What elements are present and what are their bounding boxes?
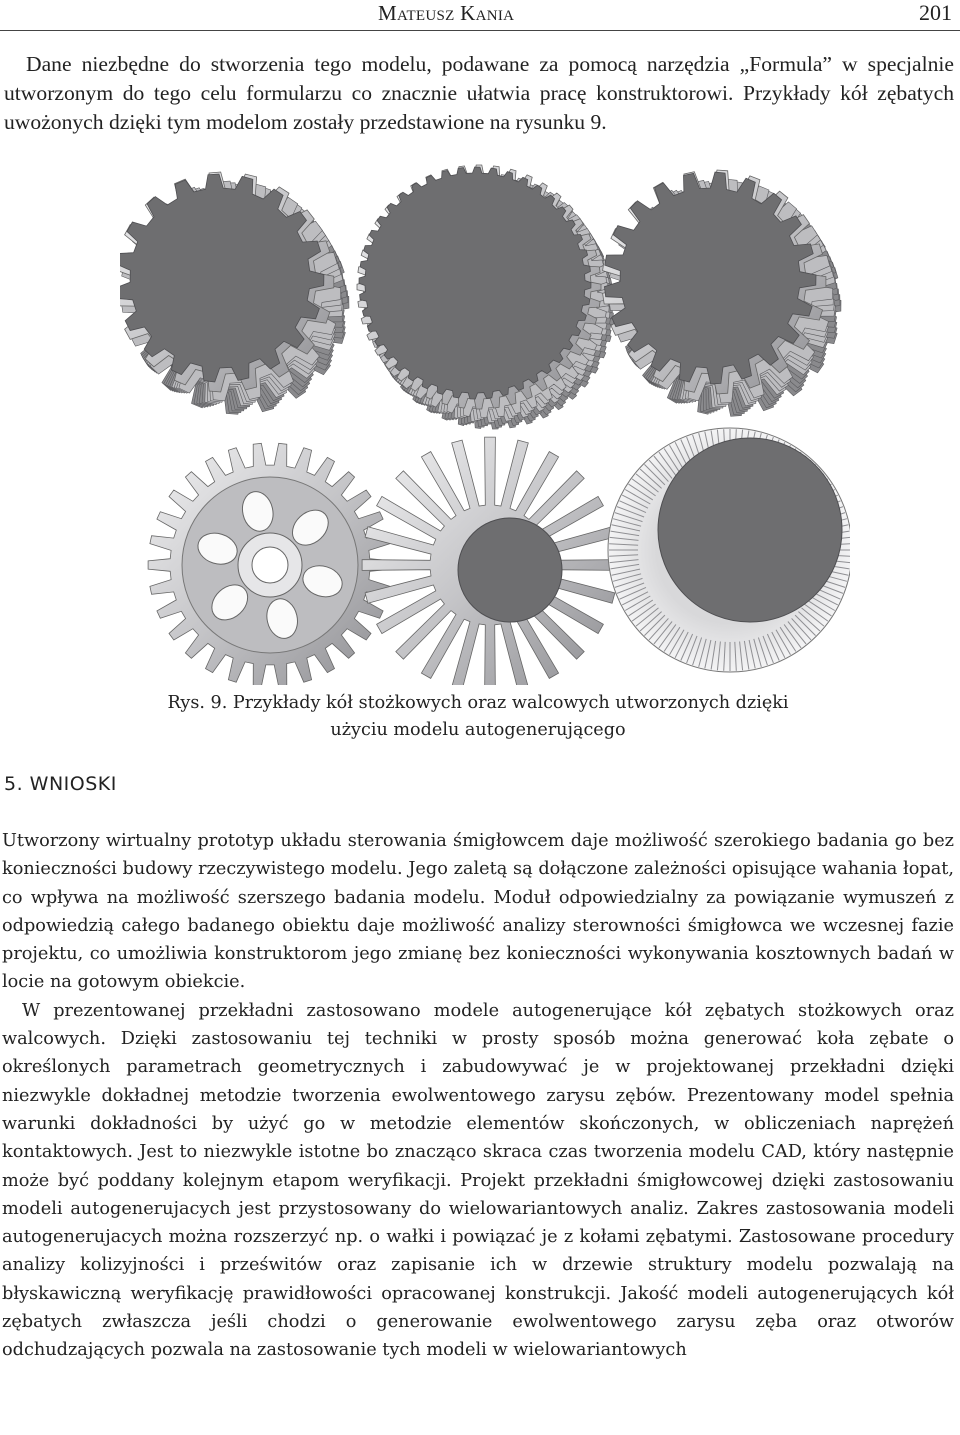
section-body <box>2 827 954 1365</box>
gears-illustration <box>120 155 850 685</box>
figure-9 <box>120 155 850 685</box>
body-paragraph-2: W prezentowanej przekładni zastosowano modele autogenerujące kół zębatych stożkowych oraz walcowych. Dzięki zastosowaniu tej techniki w prosty sposób można generować koła zębate o określonych parametrach geometrycznych i zabudowywać je w projektowanej przekładni dzięki niezwykle dokładnej metodzie tworzenia ewolwentowego zarysu zębów. Prezentowany model spełnia warunki dokładności by użyć go w metodzie elementów skończonych, w obliczeniach naprężeń kontaktowych. Jest to niezwykle istotne bo znacząco skraca czas tworzenia modelu CAD, który następnie może być poddany kolejnym etapom weryfikacji. Projekt przekładni śmigłowcowej dzięki zastosowaniu modeli autogenerujacych jest przystosowany do wielowariantowych analiz. Zakres zastosowania modeli autogenerujacych można rozszerzyć np. o wałki i powiązać je z kołami zębatymi. Zastosowane procedury analizy kolizyjności i prześwitów oraz zapisanie ich w drzewie struktury modelu pozwalają na błyskawiczną weryfikację prawidłowości opracowanej konstrukcji. Jakość modeli autogenerujących kół zębatych zwłaszcza jeśli chodzi o generowanie ewolwentowego zarysu zęba oraz otworów odchudzających pozwala na zastosowanie tych modeli w wielowariantowych <box>2 1000 954 1361</box>
bevel-gear-middle-face <box>458 518 562 622</box>
header-rule <box>0 30 960 31</box>
bevel-gear-left-bore <box>252 547 288 583</box>
running-header <box>0 0 960 30</box>
intro-paragraph: Dane niezbędne do stworzenia tego modelu, podawane za pomocą narzędzia „Formula” w specjalnie utworzonym do tego celu formularzu co znacznie ułatwia pracę konstruktorowi. Przykłady kół zębatych uwożonych dzięki tym modelom zostały przedstawione na rysunku 9. <box>4 52 954 134</box>
caption-line-1: Rys. 9. Przykłady kół stożkowych oraz walcowych utworzonych dzięki <box>167 693 789 713</box>
header-author: Mateusz Kania <box>378 1 515 25</box>
intro-paragraph-block <box>4 50 954 137</box>
page-number: 201 <box>919 0 952 25</box>
body-paragraph-1: Utworzony wirtualny prototyp układu sterowania śmigłowcem daje możliwość szerokiego badania go bez konieczności budowy rzeczywistego modelu. Jego zaletą są dołączone zależności opisujące wahania łopat, co wpływa na możliwość szerszego badania modelu. Moduł odpowiedzialny za powiązanie wymuszeń z odpowiedzią całego badanego obiektu daje możliwość analizy sterowności śmigłowca we wczesnej fazie projektu, co umożliwia konstruktorom jego zmianę bez konieczności wykonywania kosztownych badań w locie na gotowym obiekcie. <box>2 831 954 993</box>
figure-caption <box>140 690 816 744</box>
crown-gear-face <box>658 438 842 622</box>
section-heading: 5. WNIOSKI <box>4 773 117 795</box>
caption-line-2: użyciu modelu autogenerującego <box>330 720 626 740</box>
